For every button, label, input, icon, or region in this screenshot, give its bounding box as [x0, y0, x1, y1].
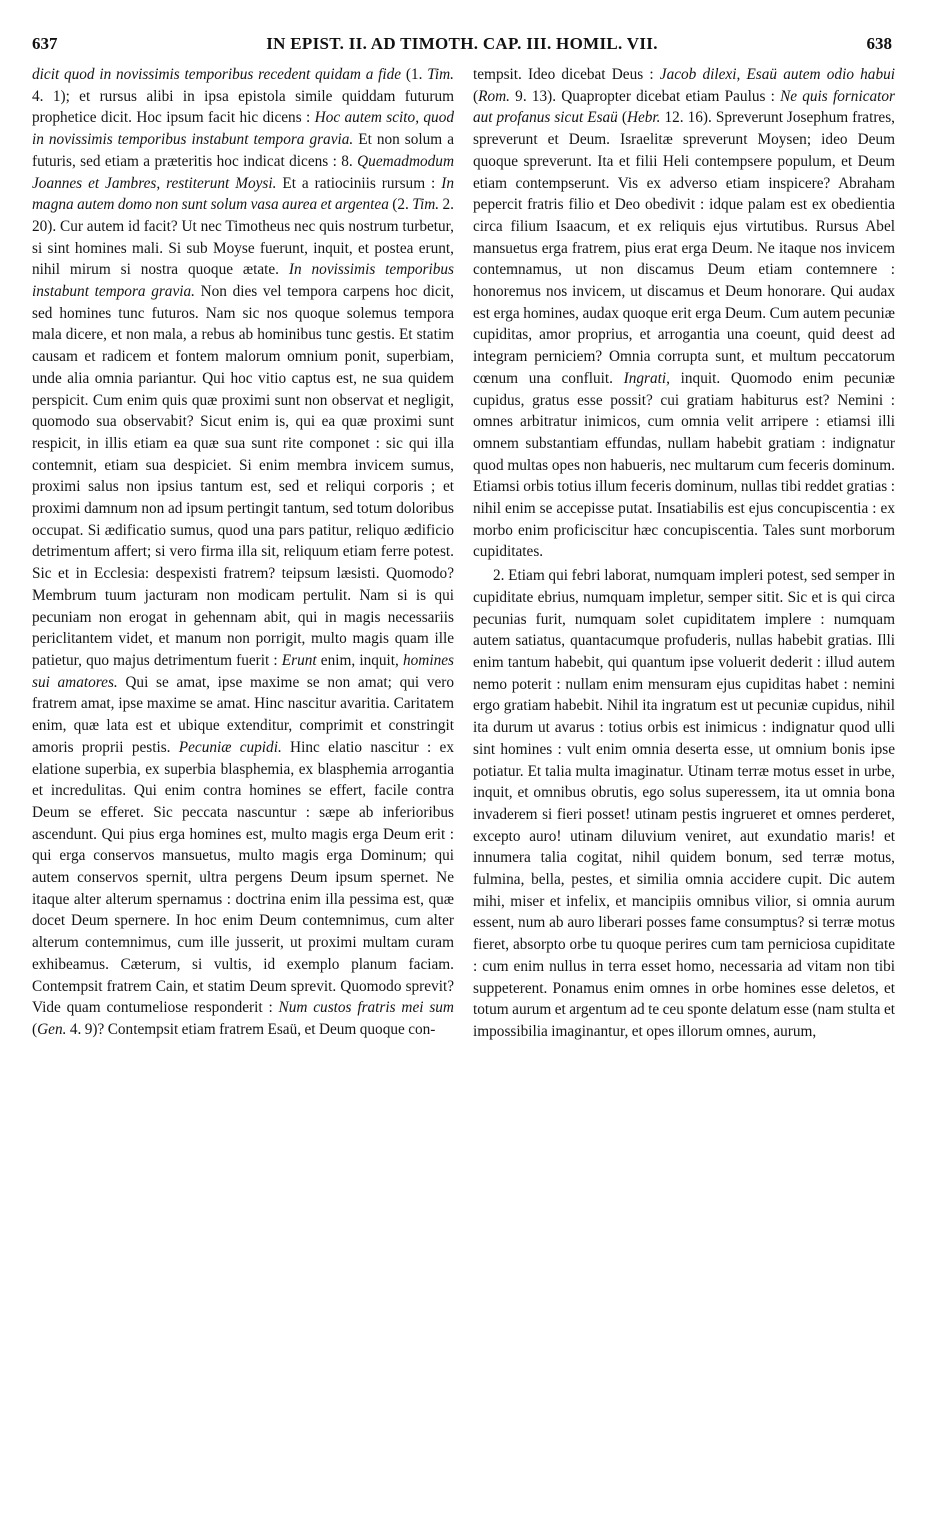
italic-run: Pecuniæ cupidi.: [178, 738, 282, 756]
text-run: 4. 9)? Contempsit etiam fratrem Esaü, et Deum quoque con-: [66, 1020, 436, 1038]
text-run: (: [473, 87, 479, 105]
text-run: (1.: [401, 66, 428, 83]
text-run: tempsit. Ideo dicebat Deus :: [473, 66, 660, 83]
text-run: inquit. Quomodo enim pecuniæ cupidus, gratus esse possit? cui gratiam habiturus est? Nemini : omnes arbitratur inimicos, cum omnia velit arripere : etiamsi illi omnem substantiam effundas, nullam habebit gratiam : indignatur quod multas opes non habueris, nec multarum cum feceris dominum. Etiamsi orbis totius illum feceris dominum, nullas tibi reddet gratias : nihil enim se accepisse putat. Insatiabilis est ejus concupiscentia : ex morbo enim proficiscitur hæc concupiscentia. Tales sunt morborum cupiditates.: [473, 369, 896, 561]
text-run: (: [617, 109, 627, 127]
page-number-left: 637: [32, 34, 58, 53]
italic-run: dicit quod in novissimis temporibus recedent quidam a fide: [32, 66, 402, 83]
italic-run: Hoc autem scito, quod in novissimis temporibus instabunt tempora gravia.: [32, 109, 454, 149]
italic-run: Num custos fratris mei sum: [278, 999, 454, 1017]
text-run: Et a ratiociniis rursum :: [276, 174, 442, 192]
text-run: Hinc elatio nascitur : ex elatione superbia, ex superbia blasphemia, ex blasphemia arrogantia et incredulitas. Qui enim contra homines se effert, facile contra Deum se efferet. Sic peccata nascuntur : sæpe ab inferioribus ascendunt. Qui pius erga homines est, multo magis erga Deum erit : qui erga conservos mansuetus, multo magis erga Dominum; qui autem conservos spernit, ultra pergens Deum ipsum spernet. Ne itaque alter alterum spernamus : doctrina enim illa pessima est, quæ docet Deum spernere. In hoc enim Deum contemnimus, cum alter alterum contemnimus, cum ille jusserit, ut proximi multam curam exhibeamus. Cæterum, si vultis, id exemplo planum faciam. Contempsit fratrem Cain, et statim Deum sprevit. Quomodo sprevit? Vide quam contumeliose responderit :: [32, 738, 454, 1017]
italic-run: Ne quis fornicator aut profanus sicut Esaü: [473, 87, 895, 127]
italic-run: Quemadmodum Joannes et Jambres, restiterunt Moysi.: [32, 152, 454, 192]
text-run: (: [32, 1020, 38, 1038]
text-column-right: [473, 64, 895, 1043]
italic-run: In novissimis temporibus instabunt tempora gravia.: [32, 261, 455, 301]
text-run: Qui se amat, ipse maxime se non amat; qui vero fratrem amat, ipse maxime se amat. Hinc nascitur avaritia. Caritatem enim, quæ lata est et ubique extenditur, comprimit et constringit amoris proprii pestis.: [32, 673, 454, 756]
text-run: 4. 1); et rursus alibi in ipsa epistola simile quiddam futurum prophetice dicit. Hoc ipsum facit hic dicens :: [32, 87, 454, 127]
paragraph: [32, 64, 454, 1041]
italic-run: Erunt: [281, 651, 317, 669]
text-run: 2. 20). Cur autem id facit? Ut nec Timotheus nec quis nostrum turbetur, si sint homines mali. Si sub Moyse fuerunt, inquit, et postea erunt, nihil mirum si nostra quoque ætate.: [32, 196, 454, 279]
text-run: enim, inquit,: [316, 651, 403, 669]
text-run: Non dies vel tempora carpens hoc dicit, sed homines tunc futuros. Nam sic nos quoque solemus tempora mala dicere, et non mala, a rebus ab hominibus tunc gestis. Et statim causam et radicem et fontem malorum omnium ponit, superbiam, unde alia omnia pariantur. Qui hoc vitio captus est, ne sua quidem perspicit. Cum enim quis quæ proximi sunt non observat et negligit, quomodo sua observabit? Sicut enim is, qui ea quæ proximi sunt respicit, in illis etiam ea quæ sua sunt rite componet : sic qui illa contemnit, etiam sua despiciet. Si enim membra invicem sumus, proximi salus non ipsius tantum est, sed et reliqui corporis ; et proximi damnum non ad ipsum pertingit tantum, sed totum doloribus occupat. Si ædificatio sumus, quod una pars patitur, reliquo ædificio detrimentum affert; si vero firma illa sit, reliquum etiam ferre potest. Sic et in Ecclesia: despexisti fratrem? teipsum læsisti. Quomodo? Membrum tuum jacturam non modicam pertulit. Nam si is qui pecuniam non erogat in gehennam abit, qui in magis necessariis periclitantem videt, et manum non porrigit, multo magis quam ille patietur, quo majus detrimentum fuerit :: [32, 283, 454, 669]
text-run: 2. Etiam qui febri laborat, numquam impleri potest, sed semper in cupiditate ebrius, numquam impletur, semper sitit. Sic et is qui circa pecunias furit, numquam solet cupiditatem implere : numquam autem satiatus, quantacumque profuderis, nullas habebit gratias. Illi enim tantum habebit, qui quantum ipse voluerit dederit : illud autem nemo poterit : nullam enim mensuram ejus cupiditas habet : nemini ergo gratiam habebit. Nihil ita ingratum est ut pecuniæ cupidus, nihil ita durum ut avarus : totius orbis est inimicus : indignatur quod ulli sint homines : vult enim omnia deserta esse, ut omnium bonis ipse potiatur. Et talia multa imaginatur. Utinam terræ motus esset in urbe, inquit, et omnibus obrutis, ego solus superessem, ita ut omnia bona invaderem si fieri posset! utinam pestis ingrueret et omnes perderet, excepto auro! utinam diluvium veniret, aut exundatio maris! et innumera talia cogitat, nihil quidem bonum, sed terræ motus, fulmina, bella, pestes, et similia omnia accidere cupit. Dic autem mihi, miser et infelix, et mancipiis omnibus vilior, si omnia aurum essent, num ab auro liberari posses fame consumptus? si terræ motus fieret, absorpto orbe tu quoque perires cum tam perniciosa cupiditate : cum enim nullus in terra esset homo, necessaria ad vitam non tibi suppeterent. Ponamus enim omnes in orbe homines esse deletos, et totum aurum et argentum ad te ceu sponte delatum esse (nam stulta et impossibilia imaginantur, et opes illorum omnes, aurum,: [473, 567, 895, 1040]
italic-run: homines sui amatores.: [32, 651, 454, 691]
italic-run: Tim.: [412, 196, 440, 214]
page-number-right: 638: [866, 34, 892, 53]
italic-run: Gen.: [37, 1020, 67, 1038]
paragraph: [473, 565, 895, 1042]
running-title: IN EPIST. II. AD TIMOTH. CAP. III. HOMIL. VII.: [266, 34, 658, 53]
italic-run: Jacob dilexi, Esaü autem odio habui: [659, 66, 895, 83]
italic-run: Hebr.: [626, 109, 661, 127]
text-run: 9. 13). Quapropter dicebat etiam Paulus :: [509, 87, 781, 105]
text-run: (2.: [388, 196, 413, 214]
italic-run: Tim.: [427, 66, 455, 83]
text-run: Et non solum a futuris, sed etiam a præteritis hoc indicat dicens : 8.: [32, 131, 454, 170]
text-run: 12. 16). Spreverunt Josephum fratres, spreverunt et Deum. Israelitæ spreverunt Moysen; ideo Deum quoque spreverunt. Ita et filii Heli contempsere populum, et Deum etiam contempserunt. Vis ex adverso etiam inspicere? Abraham pepercit fratris filio et Deo obedivit : idque palam est ex obedientia circa filium Isaacum, et ex reliquis ejus virtutibus. Rursus Abel mansuetus erga fratrem, pius erat erga Deum. Ne itaque nos invicem contemnamus, ut non discamus Deum etiam contemnere : honoremus nos invicem, ut discamus et Deum honorare. Qui audax est erga homines, audax quoque erit erga Deum. Cum autem pecuniæ cupiditas, amor proprius, et arrogantia una coeunt, quid deest ad integram perniciem? Omnia corrupta sunt, et multum peccatorum cœnum una confluit.: [473, 109, 895, 387]
italic-run: Ingrati,: [623, 369, 670, 387]
text-column-left: [32, 64, 454, 1041]
italic-run: In magna autem domo non sunt solum vasa aurea et argentea: [32, 174, 454, 214]
running-header: [32, 34, 892, 58]
italic-run: Rom.: [478, 87, 510, 105]
paragraph: [473, 64, 895, 563]
